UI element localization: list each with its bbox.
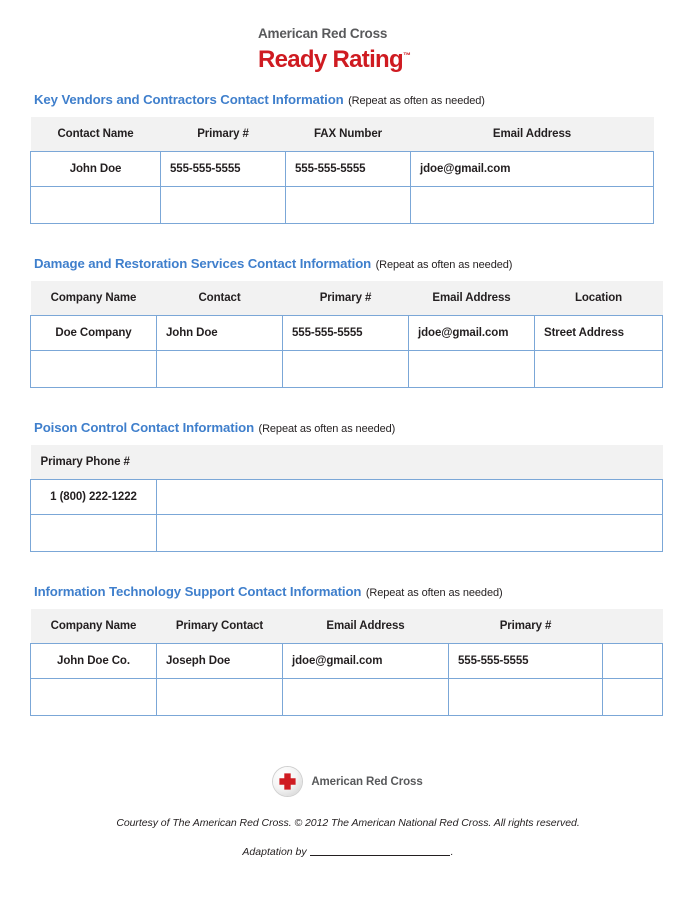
- cell-company-name[interactable]: [31, 679, 157, 716]
- section-heading: [34, 584, 666, 601]
- column-header-primary-number: Primary #: [449, 609, 603, 644]
- section-title: Information Technology Support Contact Information: [34, 584, 362, 599]
- cell-email-address[interactable]: jdoe@gmail.com: [283, 644, 449, 679]
- table-header-row: [31, 281, 663, 316]
- column-header-email-address: Email Address: [409, 281, 535, 316]
- table-row: [31, 515, 663, 552]
- cell-location[interactable]: [535, 351, 663, 388]
- column-header-company-name: Company Name: [31, 609, 157, 644]
- cell-primary-contact[interactable]: [157, 679, 283, 716]
- section-note: (Repeat as often as needed): [258, 423, 396, 435]
- section-heading: [34, 256, 666, 273]
- section-poison-control: [30, 420, 666, 552]
- section-note: (Repeat as often as needed): [348, 95, 485, 107]
- section-heading: [34, 420, 666, 437]
- cell-company-name[interactable]: [31, 351, 157, 388]
- column-header-primary-phone: Primary Phone #: [31, 445, 157, 480]
- cell-primary-number[interactable]: [283, 351, 409, 388]
- footer-adaptation-label: Adaptation by: [242, 846, 307, 858]
- cell-company-name[interactable]: John Doe Co.: [31, 644, 157, 679]
- footer-copyright: Courtesy of The American Red Cross. © 2012 The American National Red Cross. All rights reserved.: [116, 817, 580, 829]
- adaptation-blank-line[interactable]: [310, 845, 450, 856]
- section-title: Damage and Restoration Services Contact Information: [34, 256, 372, 271]
- document-body: [0, 92, 696, 716]
- table-header-row: [31, 609, 663, 644]
- table-row: [31, 152, 654, 187]
- cell-primary-number[interactable]: [449, 679, 603, 716]
- table-row: [31, 316, 663, 351]
- table-row: [31, 187, 654, 224]
- cell-email-address[interactable]: jdoe@gmail.com: [409, 316, 535, 351]
- cell-blank[interactable]: [157, 480, 663, 515]
- brand-ready-rating: [258, 42, 438, 74]
- brand-ready-rating-text: Ready Rating: [258, 46, 403, 73]
- key-vendors-table: [30, 117, 654, 224]
- it-support-table: [30, 609, 663, 716]
- cell-primary-number[interactable]: 555-555-5555: [449, 644, 603, 679]
- cell-primary-number[interactable]: 555-555-5555: [283, 316, 409, 351]
- column-header-contact: Contact: [157, 281, 283, 316]
- cell-email-address[interactable]: [409, 351, 535, 388]
- footer-adaptation-period: .: [450, 846, 454, 858]
- cell-primary-number[interactable]: 555-555-5555: [161, 152, 286, 187]
- table-header-row: [31, 445, 663, 480]
- column-header-fax-number: FAX Number: [286, 117, 411, 152]
- cell-company-name[interactable]: Doe Company: [31, 316, 157, 351]
- column-header-email-address: Email Address: [411, 117, 654, 152]
- column-header-email-address: Email Address: [283, 609, 449, 644]
- column-header-blank: [603, 609, 663, 644]
- footer-logo: [0, 767, 696, 796]
- table-row: [31, 351, 663, 388]
- table-header-row: [31, 117, 654, 152]
- cell-primary-contact[interactable]: Joseph Doe: [157, 644, 283, 679]
- column-header-primary-contact: Primary Contact: [157, 609, 283, 644]
- cell-contact-name[interactable]: [31, 187, 161, 224]
- page-header: [0, 0, 696, 74]
- brand-american-red-cross: American Red Cross: [258, 26, 388, 41]
- column-header-location: Location: [535, 281, 663, 316]
- poison-control-table: [30, 445, 663, 552]
- section-title: Poison Control Contact Information: [34, 420, 255, 435]
- section-damage-restoration: [30, 256, 666, 388]
- cell-fax-number[interactable]: [286, 187, 411, 224]
- section-note: (Repeat as often as needed): [375, 259, 513, 271]
- cell-blank[interactable]: [603, 644, 663, 679]
- column-header-company-name: Company Name: [31, 281, 157, 316]
- table-row: [31, 679, 663, 716]
- column-header-primary-number: Primary #: [283, 281, 409, 316]
- footer-adaptation: [0, 845, 696, 858]
- cell-location[interactable]: Street Address: [535, 316, 663, 351]
- cell-email-address[interactable]: [411, 187, 654, 224]
- cell-primary-phone[interactable]: [31, 515, 157, 552]
- cell-contact[interactable]: [157, 351, 283, 388]
- page-footer: [0, 767, 696, 858]
- cell-primary-number[interactable]: [161, 187, 286, 224]
- trademark-symbol: ™: [402, 51, 411, 60]
- table-row: [31, 644, 663, 679]
- section-heading: [34, 92, 666, 109]
- table-row: [31, 480, 663, 515]
- section-it-support: [30, 584, 666, 716]
- column-header-contact-name: Contact Name: [31, 117, 161, 152]
- ready-rating-logo: [258, 26, 438, 74]
- cell-fax-number[interactable]: 555-555-5555: [286, 152, 411, 187]
- column-header-primary-number: Primary #: [161, 117, 286, 152]
- cell-contact-name[interactable]: John Doe: [31, 152, 161, 187]
- red-cross-icon: [273, 767, 302, 796]
- cell-email-address[interactable]: [283, 679, 449, 716]
- cell-blank[interactable]: [603, 679, 663, 716]
- cell-blank[interactable]: [157, 515, 663, 552]
- cell-primary-phone[interactable]: 1 (800) 222-1222: [31, 480, 157, 515]
- section-title: Key Vendors and Contractors Contact Information: [34, 92, 344, 107]
- cell-contact[interactable]: John Doe: [157, 316, 283, 351]
- section-key-vendors: [30, 92, 666, 224]
- footer-brand-label: American Red Cross: [311, 775, 423, 788]
- column-header-blank: [157, 445, 663, 480]
- damage-restoration-table: [30, 281, 663, 388]
- section-note: (Repeat as often as needed): [365, 587, 503, 599]
- cell-email-address[interactable]: jdoe@gmail.com: [411, 152, 654, 187]
